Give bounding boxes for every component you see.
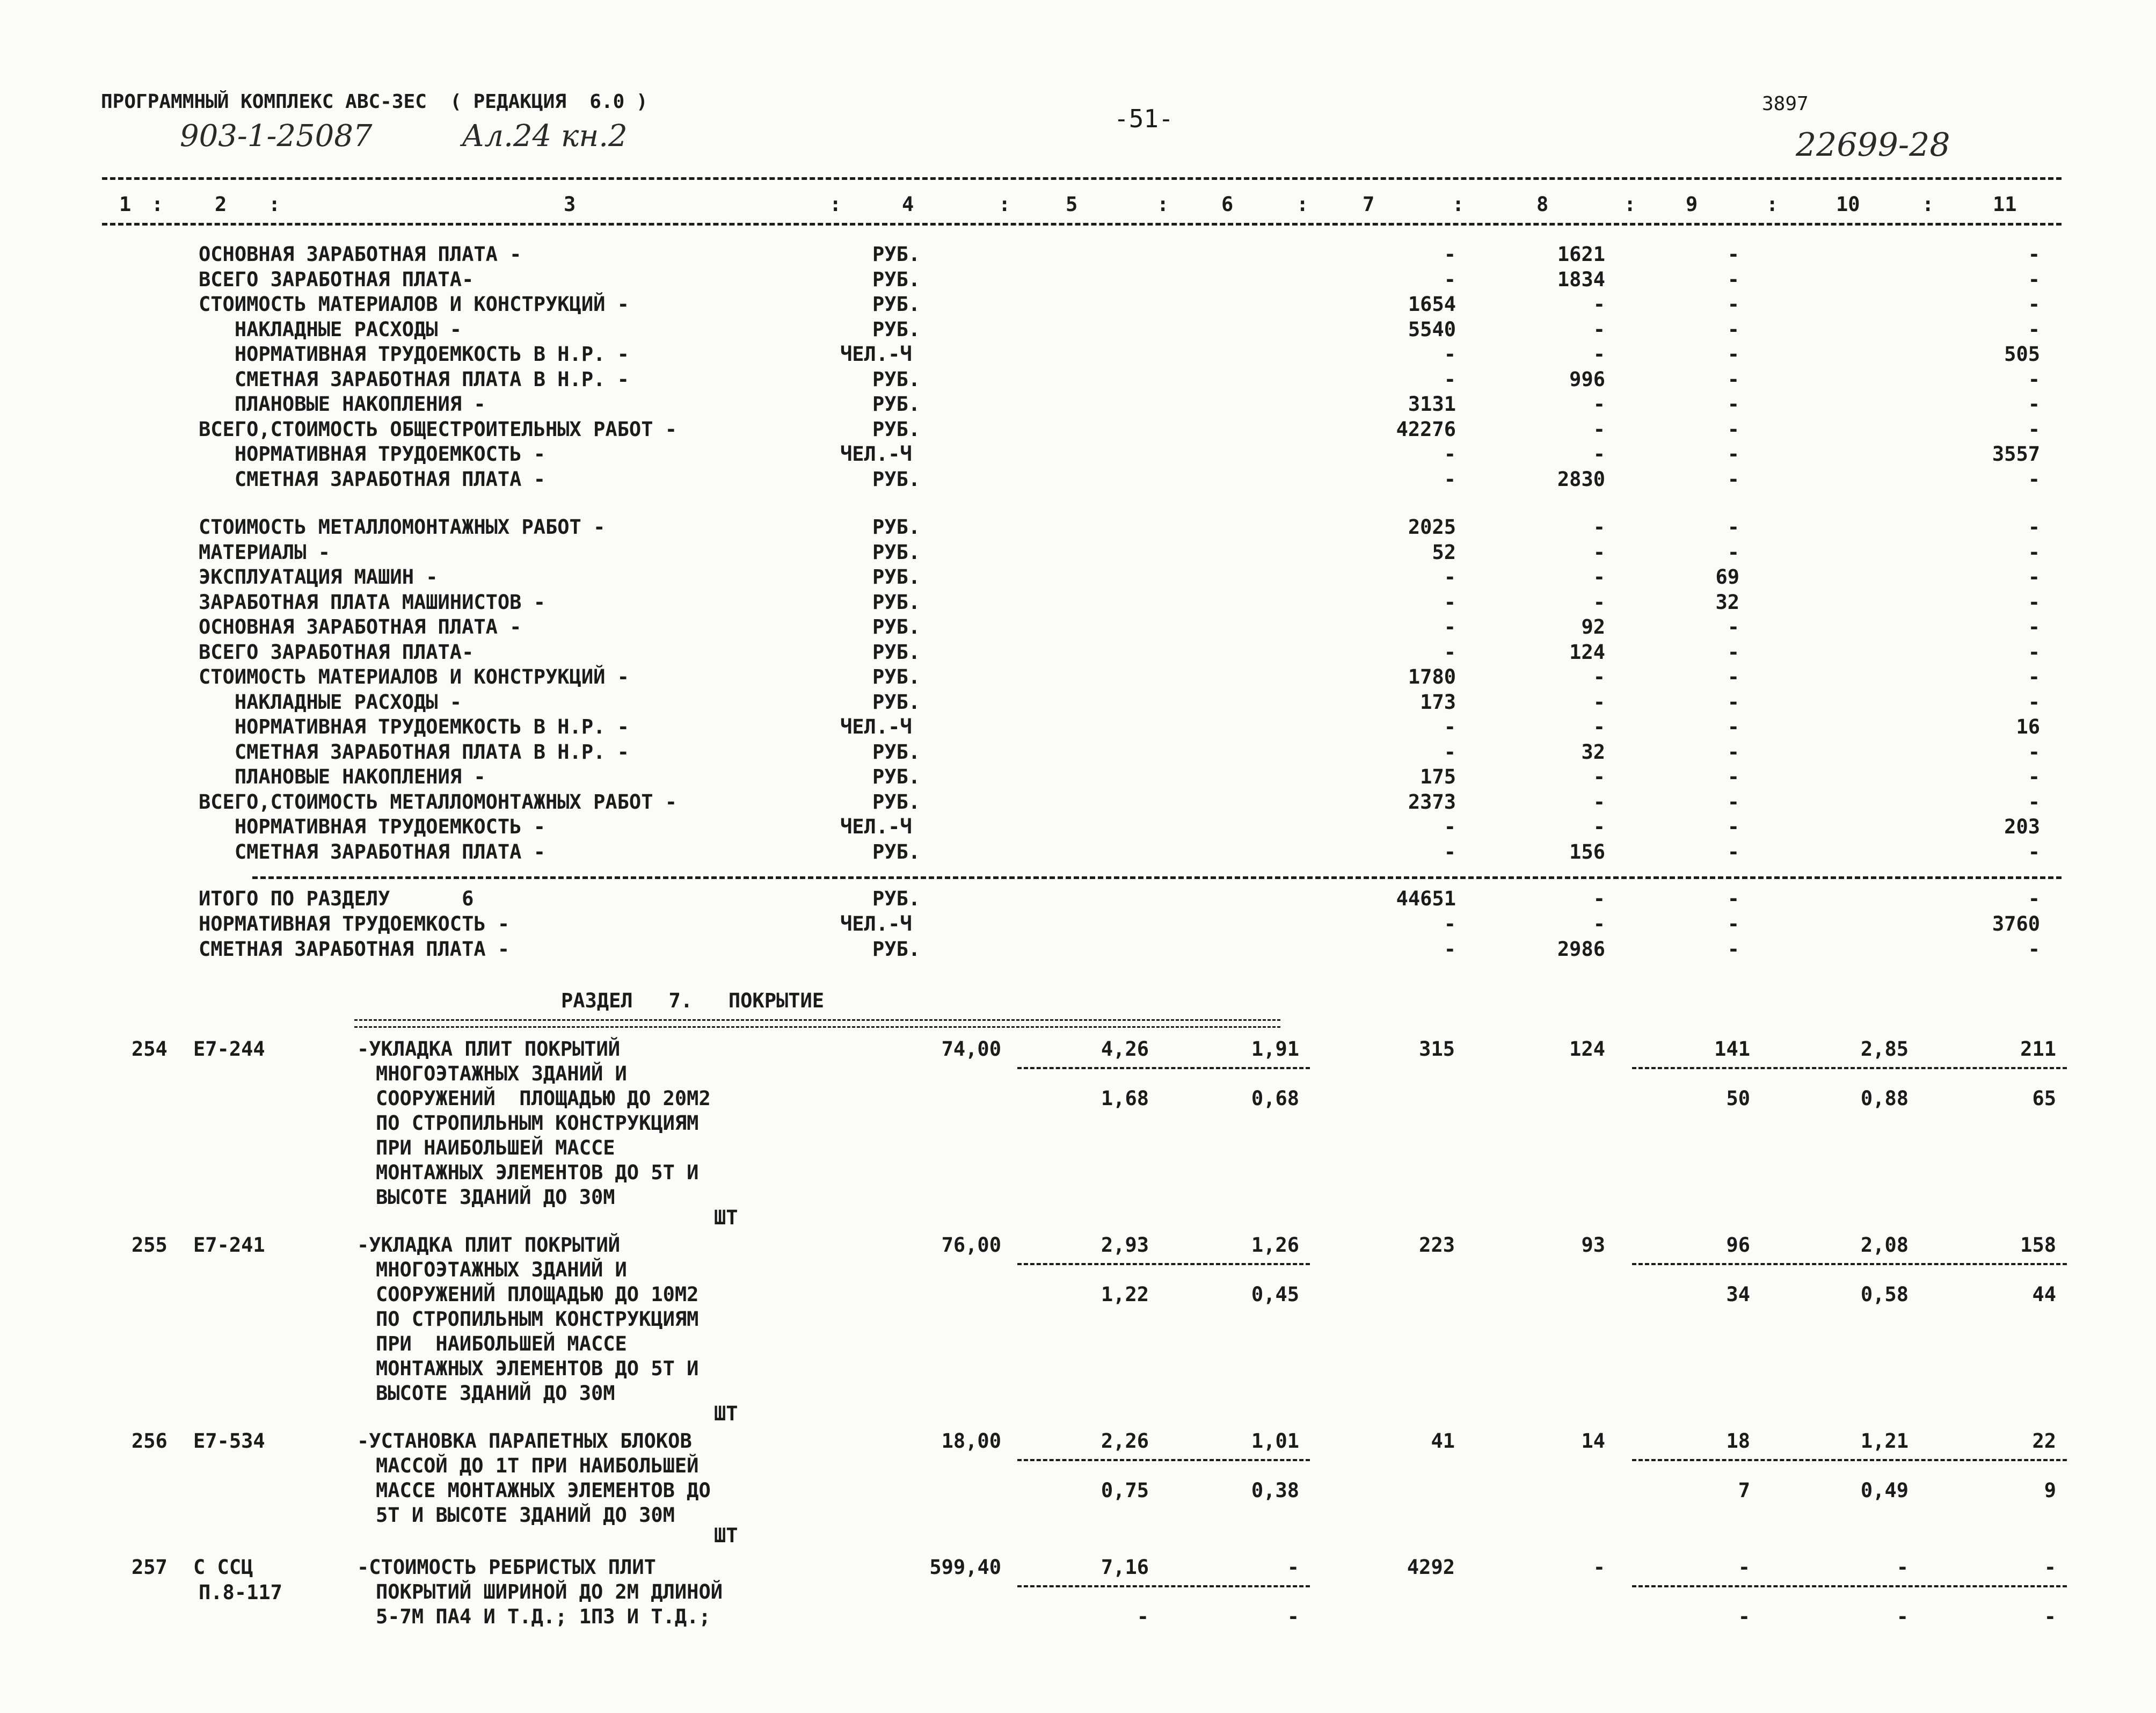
item-subrule-left: [1017, 1067, 1310, 1069]
row-col9: -: [1727, 887, 1739, 910]
row-unit: РУБ.: [872, 267, 921, 291]
row-col7: -: [1444, 640, 1456, 664]
row-col9: -: [1727, 367, 1739, 391]
item-subrule-left: [1017, 1459, 1310, 1461]
row-label: ПЛАНОВЫЕ НАКОПЛЕНИЯ -: [199, 765, 486, 788]
item-machinist-labor-unit: 0,49: [1860, 1479, 1909, 1502]
row-col9: 69: [1715, 565, 1739, 589]
row-col9: -: [1727, 615, 1739, 638]
row-label: ОСНОВНАЯ ЗАРАБОТНАЯ ПЛАТА -: [199, 243, 522, 266]
row-unit: РУБ.: [872, 516, 921, 539]
column-header-13: :: [1452, 193, 1465, 216]
item-machines: -: [1738, 1556, 1750, 1579]
item-unit-price-machinist-wages: 0,68: [1251, 1087, 1299, 1110]
row-label: СМЕТНАЯ ЗАРАБОТНАЯ ПЛАТА -: [199, 938, 510, 961]
row-label: ИТОГО ПО РАЗДЕЛУ 6: [199, 887, 474, 910]
row-col7: -: [1444, 715, 1456, 738]
row-label: НАКЛАДНЫЕ РАСХОДЫ -: [199, 317, 462, 341]
handwritten-sheet-number: 22699-28: [1796, 126, 1950, 164]
item-number: 256: [132, 1429, 167, 1453]
row-unit: РУБ.: [872, 840, 921, 863]
item-description-line: 5-7М ПА4 И Т.Д.; 1П3 И Т.Д.;: [376, 1605, 711, 1628]
item-unit-price-machines: 1,26: [1251, 1233, 1299, 1257]
column-header-9: :: [1157, 193, 1169, 216]
column-header-2: 2: [215, 193, 227, 216]
item-total-cost: 223: [1419, 1233, 1455, 1257]
row-col11: -: [2028, 665, 2040, 688]
column-header-6: 4: [902, 193, 914, 216]
row-col7: -: [1444, 565, 1456, 589]
item-description-line: МАССЕ МОНТАЖНЫХ ЭЛЕМЕНТОВ ДО: [376, 1479, 711, 1502]
item-unit-price-total: 4,26: [1101, 1037, 1149, 1061]
column-header-5: :: [829, 193, 842, 216]
item-description-line: МОНТАЖНЫХ ЭЛЕМЕНТОВ ДО 5Т И: [376, 1357, 699, 1380]
row-col9: -: [1727, 840, 1739, 863]
row-col8: -: [1593, 442, 1605, 466]
row-label: ОСНОВНАЯ ЗАРАБОТНАЯ ПЛАТА -: [199, 615, 522, 638]
row-col8: -: [1593, 765, 1605, 788]
item-subrule-right: [1632, 1585, 2067, 1587]
item-machinist-labor-total: 44: [2032, 1283, 2056, 1306]
row-label: НОРМАТИВНАЯ ТРУДОЕМКОСТЬ В Н.Р. -: [199, 715, 629, 738]
item-unit-price-total: 7,16: [1101, 1556, 1149, 1579]
row-col11: -: [2028, 565, 2040, 589]
row-col7: -: [1444, 912, 1456, 935]
row-col9: -: [1727, 343, 1739, 366]
row-unit: РУБ.: [872, 393, 921, 416]
item-machinist-labor-total: -: [2044, 1605, 2056, 1628]
item-wages: 14: [1581, 1429, 1605, 1453]
row-col8: -: [1593, 790, 1605, 814]
section-title: РАЗДЕЛ 7. ПОКРЫТИЕ: [561, 989, 825, 1012]
row-col8: -: [1593, 393, 1605, 416]
row-label: СМЕТНАЯ ЗАРАБОТНАЯ ПЛАТА -: [199, 840, 546, 863]
row-col8: 996: [1569, 367, 1605, 391]
item-unit: ШТ: [714, 1524, 738, 1547]
row-unit: ЧЕЛ.-Ч: [840, 815, 912, 838]
row-label: ВСЕГО ЗАРАБОТНАЯ ПЛАТА-: [199, 640, 474, 664]
row-col9: -: [1727, 938, 1739, 961]
item-labor-unit: 2,85: [1860, 1037, 1909, 1061]
item-labor-total: 211: [2020, 1037, 2056, 1061]
row-col7: 175: [1420, 765, 1456, 788]
row-label: МАТЕРИАЛЫ -: [199, 540, 331, 564]
item-description-line: СООРУЖЕНИЙ ПЛОЩАДЬЮ ДО 20М2: [376, 1087, 711, 1110]
row-col8: -: [1593, 912, 1605, 935]
item-description-line: МОНТАЖНЫХ ЭЛЕМЕНТОВ ДО 5Т И: [376, 1161, 699, 1184]
item-unit-price-machinist-wages: 0,38: [1251, 1479, 1299, 1502]
row-unit: РУБ.: [872, 790, 921, 814]
row-unit: РУБ.: [872, 615, 921, 638]
row-col9: -: [1727, 740, 1739, 764]
item-machinist-labor-unit: -: [1896, 1605, 1909, 1628]
row-col8: -: [1593, 343, 1605, 366]
row-unit: РУБ.: [872, 740, 921, 764]
row-col11: -: [2028, 840, 2040, 863]
column-header-4: 3: [564, 193, 576, 216]
row-col9: -: [1727, 815, 1739, 838]
row-label: ЭКСПЛУАТАЦИЯ МАШИН -: [199, 565, 438, 589]
item-code: Е7-241: [193, 1233, 265, 1257]
item-unit-price-machinist-wages: 0,45: [1251, 1283, 1299, 1306]
row-col8: 156: [1569, 840, 1605, 863]
row-unit: ЧЕЛ.-Ч: [840, 912, 912, 935]
item-unit-price-total: 2,26: [1101, 1429, 1149, 1453]
row-col9: -: [1727, 540, 1739, 564]
row-col8: -: [1593, 540, 1605, 564]
row-unit: ЧЕЛ.-Ч: [840, 715, 912, 738]
row-unit: РУБ.: [872, 887, 921, 910]
item-total-cost: 41: [1431, 1429, 1455, 1453]
row-col7: 1654: [1408, 293, 1456, 316]
item-number: 255: [132, 1233, 167, 1257]
item-unit-price-machines: 1,91: [1251, 1037, 1299, 1061]
row-col8: -: [1593, 417, 1605, 441]
row-col7: -: [1444, 615, 1456, 638]
row-col8: 92: [1581, 615, 1605, 638]
row-col8: 124: [1569, 640, 1605, 664]
row-col11: -: [2028, 393, 2040, 416]
item-machines: 18: [1726, 1429, 1750, 1453]
item-labor-unit: 1,21: [1860, 1429, 1909, 1453]
row-unit: РУБ.: [872, 367, 921, 391]
row-col8: 2986: [1557, 938, 1605, 961]
item-machinist-labor-unit: 0,58: [1860, 1283, 1909, 1306]
item-machines: 141: [1714, 1037, 1750, 1061]
itogo-rule: [252, 876, 2062, 879]
row-col7: -: [1444, 467, 1456, 491]
row-col9: -: [1727, 293, 1739, 316]
item-description-line: ВЫСОТЕ ЗДАНИЙ ДО 30М: [376, 1382, 615, 1405]
row-col7: 2373: [1408, 790, 1456, 814]
row-label: СТОИМОСТЬ МАТЕРИАЛОВ И КОНСТРУКЦИЙ -: [199, 665, 629, 688]
row-label: СМЕТНАЯ ЗАРАБОТНАЯ ПЛАТА В Н.Р. -: [199, 367, 629, 391]
item-subrule-right: [1632, 1263, 2067, 1265]
row-unit: РУБ.: [872, 665, 921, 688]
row-col8: -: [1593, 565, 1605, 589]
page-number: -51-: [1114, 104, 1174, 133]
row-col11: -: [2028, 790, 2040, 814]
item-description-line: ПОКРЫТИЙ ШИРИНОЙ ДО 2М ДЛИНОЙ: [376, 1580, 723, 1603]
row-label: ПЛАНОВЫЕ НАКОПЛЕНИЯ -: [199, 393, 486, 416]
row-col7: 3131: [1408, 393, 1456, 416]
item-wages: 93: [1581, 1233, 1605, 1257]
item-description-line: ВЫСОТЕ ЗДАНИЙ ДО 30М: [376, 1186, 615, 1209]
item-description-line: МНОГОЭТАЖНЫХ ЗДАНИЙ И: [376, 1062, 627, 1085]
item-description-line: ПРИ НАИБОЛЬШЕЙ МАССЕ: [376, 1332, 627, 1355]
row-col8: -: [1593, 715, 1605, 738]
row-col7: 1780: [1408, 665, 1456, 688]
header-bottom-rule: [102, 223, 2062, 226]
item-code: С ССЦ: [193, 1556, 253, 1579]
row-col11: -: [2028, 317, 2040, 341]
item-unit: ШТ: [714, 1206, 738, 1229]
row-col8: -: [1593, 590, 1605, 614]
item-total-cost: 315: [1419, 1037, 1455, 1061]
row-label: ВСЕГО ЗАРАБОТНАЯ ПЛАТА-: [199, 267, 474, 291]
row-col11: -: [2028, 590, 2040, 614]
row-col11: -: [2028, 887, 2040, 910]
item-quantity: 18,00: [941, 1429, 1001, 1453]
row-col7: -: [1444, 840, 1456, 863]
row-col7: 44651: [1396, 887, 1456, 910]
row-col11: -: [2028, 516, 2040, 539]
row-label: СТОИМОСТЬ МАТЕРИАЛОВ И КОНСТРУКЦИЙ -: [199, 293, 629, 316]
column-header-20: 11: [1993, 193, 2017, 216]
row-col11: -: [2028, 765, 2040, 788]
row-label: ЗАРАБОТНАЯ ПЛАТА МАШИНИСТОВ -: [199, 590, 546, 614]
row-col9: -: [1727, 640, 1739, 664]
item-unit-price-machinist-wages: -: [1287, 1605, 1299, 1628]
item-machines: 96: [1726, 1233, 1750, 1257]
row-col11: 505: [2004, 343, 2040, 366]
row-col9: -: [1727, 765, 1739, 788]
row-col8: -: [1593, 887, 1605, 910]
row-col9: -: [1727, 715, 1739, 738]
item-machinist-wages: -: [1738, 1605, 1750, 1628]
row-unit: РУБ.: [872, 317, 921, 341]
row-col9: -: [1727, 790, 1739, 814]
item-machinist-wages: 7: [1738, 1479, 1750, 1502]
column-header-8: 5: [1066, 193, 1078, 216]
item-unit-price-total: 2,93: [1101, 1233, 1149, 1257]
column-header-7: :: [999, 193, 1011, 216]
item-machinist-wages: 34: [1726, 1283, 1750, 1306]
row-unit: ЧЕЛ.-Ч: [840, 442, 912, 466]
item-description-line: ПО СТРОПИЛЬНЫМ КОНСТРУКЦИЯМ: [376, 1112, 699, 1135]
row-col7: 42276: [1396, 417, 1456, 441]
row-col9: -: [1727, 393, 1739, 416]
item-number: 257: [132, 1556, 167, 1579]
item-description-line: МНОГОЭТАЖНЫХ ЗДАНИЙ И: [376, 1258, 627, 1281]
row-col9: -: [1727, 665, 1739, 688]
row-label: СМЕТНАЯ ЗАРАБОТНАЯ ПЛАТА В Н.Р. -: [199, 740, 629, 764]
row-col8: 1834: [1557, 267, 1605, 291]
row-col7: -: [1444, 590, 1456, 614]
row-col7: -: [1444, 442, 1456, 466]
row-col11: -: [2028, 267, 2040, 291]
row-col7: 52: [1432, 540, 1456, 564]
item-unit-price-machines: -: [1287, 1556, 1299, 1579]
row-col8: -: [1593, 665, 1605, 688]
row-col11: -: [2028, 938, 2040, 961]
column-header-11: :: [1296, 193, 1309, 216]
row-col9: 32: [1715, 590, 1739, 614]
item-unit-price-wages: -: [1137, 1605, 1149, 1628]
row-col7: -: [1444, 938, 1456, 961]
item-subrule-left: [1017, 1263, 1310, 1265]
item-description-line: -УКЛАДКА ПЛИТ ПОКРЫТИЙ: [357, 1037, 621, 1061]
document-code: 3897: [1762, 93, 1809, 115]
row-label: СМЕТНАЯ ЗАРАБОТНАЯ ПЛАТА -: [199, 467, 546, 491]
item-code: Е7-534: [193, 1429, 265, 1453]
item-unit-price-wages: 1,68: [1101, 1087, 1149, 1110]
row-label: НОРМАТИВНАЯ ТРУДОЕМКОСТЬ -: [199, 442, 546, 466]
item-subrule-left: [1017, 1585, 1310, 1587]
row-col11: -: [2028, 615, 2040, 638]
row-col11: -: [2028, 740, 2040, 764]
item-description-line: СООРУЖЕНИЙ ПЛОЩАДЬЮ ДО 10М2: [376, 1283, 699, 1306]
item-description-line: -УКЛАДКА ПЛИТ ПОКРЫТИЙ: [357, 1233, 621, 1257]
row-unit: РУБ.: [872, 938, 921, 961]
item-labor-total: -: [2044, 1556, 2056, 1579]
header-top-rule: [102, 177, 2062, 180]
row-col9: -: [1727, 516, 1739, 539]
row-col9: -: [1727, 467, 1739, 491]
item-machinist-labor-total: 9: [2044, 1479, 2056, 1502]
row-col9: -: [1727, 267, 1739, 291]
row-label: НОРМАТИВНАЯ ТРУДОЕМКОСТЬ -: [199, 815, 546, 838]
row-col11: -: [2028, 467, 2040, 491]
row-col7: -: [1444, 343, 1456, 366]
row-col11: -: [2028, 367, 2040, 391]
row-col11: -: [2028, 690, 2040, 714]
row-col9: -: [1727, 690, 1739, 714]
row-unit: РУБ.: [872, 243, 921, 266]
item-description-line: 5Т И ВЫСОТЕ ЗДАНИЙ ДО 30М: [376, 1504, 675, 1527]
row-col11: -: [2028, 243, 2040, 266]
item-wages: 124: [1569, 1037, 1605, 1061]
item-subrule-right: [1632, 1067, 2067, 1069]
row-col11: 3760: [1992, 912, 2040, 935]
row-label: ВСЕГО,СТОИМОСТЬ ОБЩЕСТРОИТЕЛЬНЫХ РАБОТ -: [199, 417, 678, 441]
row-col11: -: [2028, 540, 2040, 564]
row-col11: 3557: [1992, 442, 2040, 466]
row-unit: РУБ.: [872, 690, 921, 714]
program-title: ПРОГРАММНЫЙ КОМПЛЕКС АВС-ЗЕС ( РЕДАКЦИЯ 6.0 ): [101, 91, 648, 113]
item-labor-unit: -: [1896, 1556, 1909, 1579]
item-labor-total: 158: [2020, 1233, 2056, 1257]
item-machinist-labor-total: 65: [2032, 1087, 2056, 1110]
section-title-underline: [354, 1019, 1280, 1028]
handwritten-album-number: Ал.24 кн.2: [462, 119, 628, 154]
row-col7: -: [1444, 243, 1456, 266]
row-col8: -: [1593, 516, 1605, 539]
column-header-10: 6: [1221, 193, 1234, 216]
row-col9: -: [1727, 417, 1739, 441]
column-header-19: :: [1922, 193, 1934, 216]
row-unit: ЧЕЛ.-Ч: [840, 343, 912, 366]
row-col7: -: [1444, 815, 1456, 838]
item-code: Е7-244: [193, 1037, 265, 1061]
row-unit: РУБ.: [872, 765, 921, 788]
item-description-line: ПО СТРОПИЛЬНЫМ КОНСТРУКЦИЯМ: [376, 1308, 699, 1331]
row-unit: РУБ.: [872, 467, 921, 491]
row-label: НАКЛАДНЫЕ РАСХОДЫ -: [199, 690, 462, 714]
item-description-line: ПРИ НАИБОЛЬШЕЙ МАССЕ: [376, 1136, 615, 1159]
item-quantity: 599,40: [929, 1556, 1001, 1579]
row-col8: -: [1593, 815, 1605, 838]
row-unit: РУБ.: [872, 565, 921, 589]
row-col7: 2025: [1408, 516, 1456, 539]
item-machinist-wages: 50: [1726, 1087, 1750, 1110]
item-quantity: 76,00: [941, 1233, 1001, 1257]
column-header-18: 10: [1836, 193, 1860, 216]
row-col9: -: [1727, 317, 1739, 341]
item-code-line2: П.8-117: [199, 1581, 282, 1604]
column-header-3: :: [268, 193, 281, 216]
row-col8: 1621: [1557, 243, 1605, 266]
row-col7: 173: [1420, 690, 1456, 714]
row-col9: -: [1727, 243, 1739, 266]
row-unit: РУБ.: [872, 590, 921, 614]
row-col8: -: [1593, 690, 1605, 714]
item-quantity: 74,00: [941, 1037, 1001, 1061]
row-unit: РУБ.: [872, 293, 921, 316]
item-wages: -: [1593, 1556, 1605, 1579]
row-col8: -: [1593, 293, 1605, 316]
handwritten-project-number: 903-1-25087: [180, 119, 373, 154]
item-unit: ШТ: [714, 1402, 738, 1425]
row-label: ВСЕГО,СТОИМОСТЬ МЕТАЛЛОМОНТАЖНЫХ РАБОТ -: [199, 790, 678, 814]
item-description-line: -СТОИМОСТЬ РЕБРИСТЫХ ПЛИТ: [357, 1556, 656, 1579]
row-col7: -: [1444, 367, 1456, 391]
item-unit-price-machines: 1,01: [1251, 1429, 1299, 1453]
row-col7: 5540: [1408, 317, 1456, 341]
row-col7: -: [1444, 740, 1456, 764]
column-header-15: :: [1624, 193, 1636, 216]
item-number: 254: [132, 1037, 167, 1061]
item-description-line: -УСТАНОВКА ПАРАПЕТНЫХ БЛОКОВ: [357, 1429, 692, 1453]
row-label: СТОИМОСТЬ МЕТАЛЛОМОНТАЖНЫХ РАБОТ -: [199, 516, 606, 539]
item-machinist-labor-unit: 0,88: [1860, 1087, 1909, 1110]
row-col8: 2830: [1557, 467, 1605, 491]
row-label: НОРМАТИВНАЯ ТРУДОЕМКОСТЬ -: [199, 912, 510, 935]
column-header-0: 1: [119, 193, 132, 216]
column-header-14: 8: [1536, 193, 1549, 216]
row-col8: -: [1593, 317, 1605, 341]
row-col7: -: [1444, 267, 1456, 291]
item-unit-price-wages: 1,22: [1101, 1283, 1149, 1306]
row-col9: -: [1727, 442, 1739, 466]
row-col11: -: [2028, 640, 2040, 664]
row-col9: -: [1727, 912, 1739, 935]
row-col11: 203: [2004, 815, 2040, 838]
column-header-12: 7: [1363, 193, 1375, 216]
row-unit: РУБ.: [872, 640, 921, 664]
row-unit: РУБ.: [872, 540, 921, 564]
item-subrule-right: [1632, 1459, 2067, 1461]
column-header-17: :: [1766, 193, 1779, 216]
row-col11: -: [2028, 293, 2040, 316]
row-col8: 32: [1581, 740, 1605, 764]
row-col11: 16: [2016, 715, 2040, 738]
row-unit: РУБ.: [872, 417, 921, 441]
item-total-cost: 4292: [1407, 1556, 1455, 1579]
row-label: НОРМАТИВНАЯ ТРУДОЕМКОСТЬ В Н.Р. -: [199, 343, 629, 366]
item-unit-price-wages: 0,75: [1101, 1479, 1149, 1502]
item-labor-unit: 2,08: [1860, 1233, 1909, 1257]
item-description-line: МАССОЙ ДО 1Т ПРИ НАИБОЛЬШЕЙ: [376, 1454, 699, 1477]
item-labor-total: 22: [2032, 1429, 2056, 1453]
row-col11: -: [2028, 417, 2040, 441]
column-header-16: 9: [1686, 193, 1698, 216]
column-header-1: :: [151, 193, 164, 216]
